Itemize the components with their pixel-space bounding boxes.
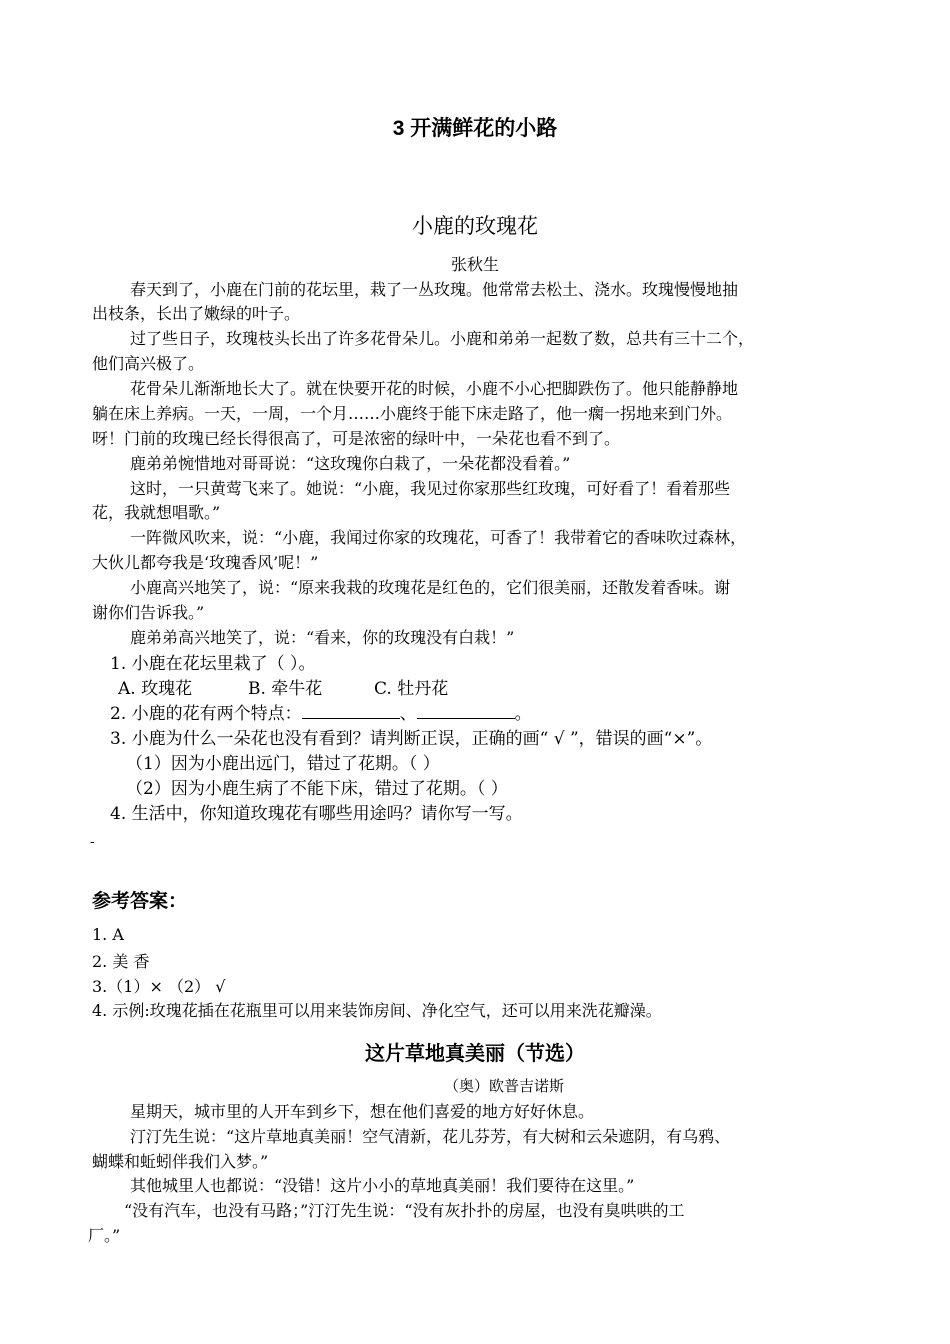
story-line: 躺在床上养病。一天，一周，一个月……小鹿终于能下床走路了，他一瘸一拐地来到门外。	[92, 404, 733, 423]
story-line: 一阵微风吹来，说：“小鹿，我闻过你家的玫瑰花，可香了！我带着它的香味吹过森林，	[130, 528, 747, 547]
answer-blank-1[interactable]	[302, 702, 400, 719]
story2-line: 其他城里人也都说：“没错！这片小小的草地真美丽！我们要待在这里。”	[130, 1176, 635, 1195]
answer-key-title: 参考答案：	[92, 891, 188, 912]
answer-line: 1. A	[92, 925, 124, 944]
question-2	[110, 699, 532, 724]
question-2-prompt: 2. 小鹿的花有两个特点：	[110, 704, 302, 724]
question-1-option-b: B. 牵牛花	[248, 679, 323, 699]
question-2-end: 。	[514, 704, 532, 724]
question-1-option-a: A. 玫瑰花	[118, 679, 193, 699]
story-line: 谢你们告诉我。”	[92, 603, 205, 622]
story2-line: “没有汽车，也没有马路；”汀汀先生说：“没有灰扑扑的房屋，也没有臭哄哄的工	[124, 1201, 685, 1220]
question-1: 1. 小鹿在花坛里栽了（ ）。	[110, 654, 316, 674]
question-3: 3. 小鹿为什么一朵花也没有看到？请判断正误，正确的画“ √ ”，错误的画“×”。	[110, 729, 713, 749]
answer-line: 2. 美 香	[92, 952, 150, 971]
story-line: 这时，一只黄莺飞来了。她说：“小鹿，我见过你家那些红玫瑰，可好看了！看着那些	[130, 479, 731, 498]
question-3-item-2: （2）因为小鹿生病了不能下床，错过了花期。（ ）	[126, 779, 508, 799]
story-line: 他们高兴极了。	[92, 354, 205, 373]
separator-mark: -	[90, 834, 95, 850]
answer-line: 3.（1）× （2） √	[92, 977, 226, 996]
story-author: 张秋生	[450, 255, 499, 274]
story-line: 花，我就想唱歌。”	[92, 503, 221, 522]
story-line: 鹿弟弟惋惜地对哥哥说：“这玫瑰你白栽了，一朵花都没看着。”	[130, 454, 571, 473]
story2-title: 这片草地真美丽（节选）	[365, 1043, 585, 1065]
story-line: 花骨朵儿渐渐地长大了。就在快要开花的时候，小鹿不小心把脚跌伤了。他只能静静地	[130, 379, 739, 398]
question-1-option-c: C. 牡丹花	[374, 679, 449, 699]
question-4: 4. 生活中，你知道玫瑰花有哪些用途吗？请你写一写。	[110, 804, 523, 824]
story-title: 小鹿的玫瑰花	[412, 215, 538, 238]
question-2-separator: 、	[399, 704, 417, 724]
story2-line: 星期天，城市里的人开车到乡下，想在他们喜爱的地方好好休息。	[130, 1102, 595, 1121]
story2-line: 厂。”	[88, 1226, 121, 1245]
story-line: 鹿弟弟高兴地笑了，说：“看来，你的玫瑰没有白栽！”	[130, 628, 515, 647]
answer-blank-2[interactable]	[417, 702, 515, 719]
story-line: 小鹿高兴地笑了，说：“原来我栽的玫瑰花是红色的，它们很美丽，还散发着香味。谢	[130, 578, 731, 597]
story-line: 大伙儿都夸我是‘玫瑰香风’呢！”	[92, 553, 319, 572]
answer-line: 4. 示例:玫瑰花插在花瓶里可以用来装饰房间、净化空气，还可以用来洗花瓣澡。	[92, 1001, 662, 1020]
story2-author: （奥）欧普吉诺斯	[444, 1077, 565, 1095]
lesson-title: 3 开满鲜花的小路	[392, 117, 558, 140]
story-line: 过了些日子，玫瑰枝头长出了许多花骨朵儿。小鹿和弟弟一起数了数，总共有三十二个，	[130, 329, 755, 348]
story-line: 出枝条，长出了嫩绿的叶子。	[92, 304, 301, 323]
question-3-item-1: （1）因为小鹿出远门，错过了花期。（ ）	[126, 754, 440, 774]
story-line: 春天到了，小鹿在门前的花坛里，栽了一丛玫瑰。他常常去松土、浇水。玫瑰慢慢地抽	[130, 280, 739, 299]
story2-line: 汀汀先生说：“这片草地真美丽！空气清新，花儿芬芳，有大树和云朵遮阴，有乌鸦、	[130, 1127, 731, 1146]
story-line: 呀！门前的玫瑰已经长得很高了，可是浓密的绿叶中，一朵花也看不到了。	[92, 429, 621, 448]
story2-line: 蝴蝶和蚯蚓伴我们入梦。”	[92, 1152, 269, 1171]
